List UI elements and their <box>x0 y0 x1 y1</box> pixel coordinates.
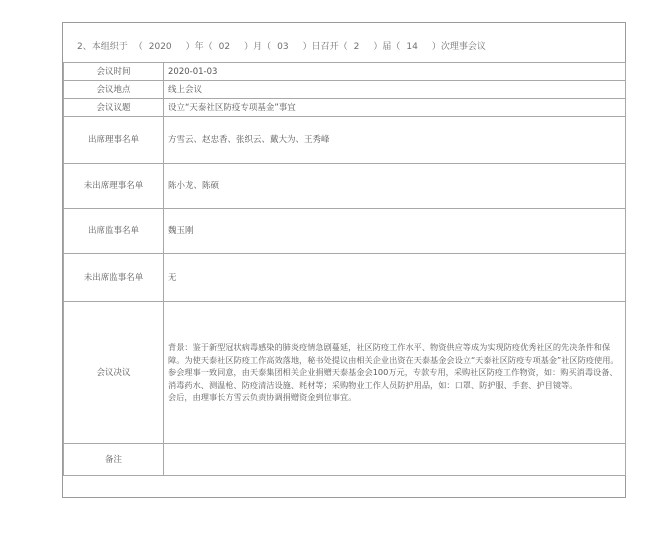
intro-open: （ <box>133 42 143 52</box>
value-remarks <box>164 444 626 476</box>
label-meeting-topic: 会议议题 <box>64 99 164 117</box>
intro-session-unit: ）届（ <box>373 42 401 52</box>
intro-year-unit: ）年（ <box>185 42 213 52</box>
row-resolution <box>64 302 626 444</box>
value-directors-present: 方雪云、赵忠香、张织云、戴大为、王秀峰 <box>164 117 626 164</box>
intro-prefix: 2、本组织于 <box>77 42 128 52</box>
label-meeting-time: 会议时间 <box>64 63 164 81</box>
label-supervisors-present: 出席监事名单 <box>64 209 164 254</box>
intro-day-unit: ）日召开（ <box>302 42 348 52</box>
label-resolution: 会议决议 <box>64 302 164 444</box>
value-resolution <box>164 302 626 444</box>
label-meeting-place: 会议地点 <box>64 81 164 99</box>
intro-meeting-unit: ）次理事会议 <box>431 42 486 52</box>
meeting-details-table <box>63 62 626 476</box>
row-supervisors-absent <box>64 254 626 302</box>
intro-year: 2020 <box>148 42 172 52</box>
row-meeting-time <box>64 63 626 81</box>
row-remarks <box>64 444 626 476</box>
intro-month-unit: ）月（ <box>244 42 272 52</box>
resolution-paragraph: 背景：鉴于新型冠状病毒感染的肺炎疫情急剧蔓延，社区防疫工作水平、物资供应等成为实现防疫优秀社区的先决条件和保障。为使天泰社区防疫工作高效落地，秘书处提议由相关企业出资在天泰基金会设立“天泰社区防疫专项基金”社区防疫使用。 <box>168 342 619 365</box>
row-supervisors-present <box>64 209 626 254</box>
meeting-record-form <box>62 22 626 498</box>
label-directors-absent: 未出席理事名单 <box>64 164 164 209</box>
value-supervisors-absent: 无 <box>164 254 626 302</box>
value-meeting-topic: 设立“天泰社区防疫专项基金”事宜 <box>164 99 626 117</box>
value-directors-absent: 陈小龙、陈硕 <box>164 164 626 209</box>
resolution-paragraph: 会后，由理事长方雪云负责协调捐赠资金到位事宜。 <box>168 392 357 403</box>
intro-meeting: 14 <box>406 42 418 52</box>
label-supervisors-absent: 未出席监事名单 <box>64 254 164 302</box>
row-meeting-place <box>64 81 626 99</box>
resolution-paragraph: 参会理事一致同意，由天泰集团相关企业捐赠天泰基金会100万元，专款专用，采购社区防疫工作物资，如：购买消毒设备、消毒药水、测温枪、防疫清洁设施、耗材等；采购物业工作人员防护用品，如：口罩、防护服、手套、护目镜等。 <box>168 367 618 390</box>
label-remarks: 备注 <box>64 444 164 476</box>
intro-month: 02 <box>218 42 231 52</box>
intro-session: 2 <box>353 42 360 52</box>
label-directors-present: 出席理事名单 <box>64 117 164 164</box>
value-meeting-place: 线上会议 <box>164 81 626 99</box>
meeting-intro-line <box>77 39 486 52</box>
row-meeting-topic <box>64 99 626 117</box>
value-meeting-time: 2020-01-03 <box>164 63 626 81</box>
intro-day: 03 <box>277 42 289 52</box>
row-directors-absent <box>64 164 626 209</box>
value-supervisors-present: 魏玉刚 <box>164 209 626 254</box>
row-directors-present <box>64 117 626 164</box>
